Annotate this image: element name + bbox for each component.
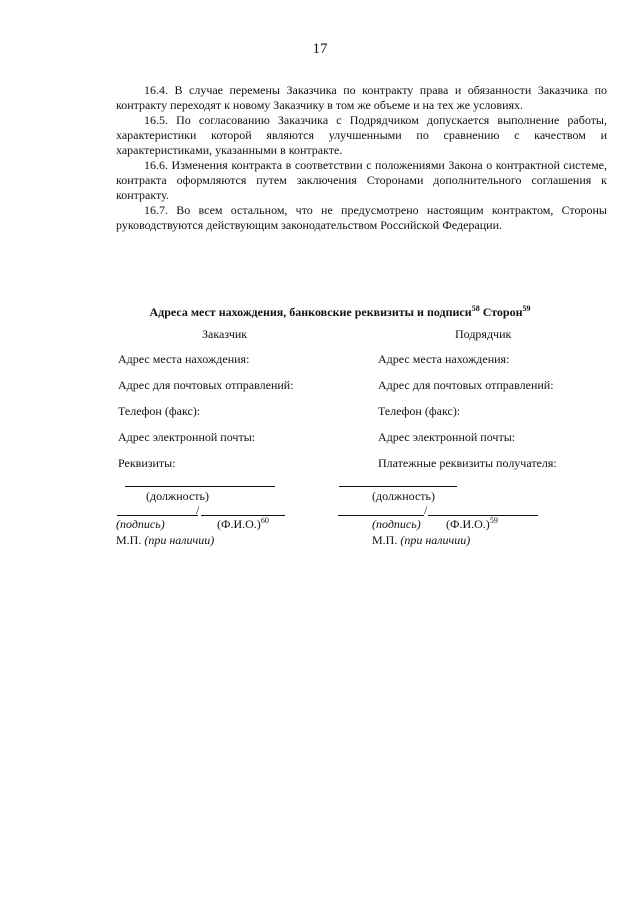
contractor-fio-text: (Ф.И.О.) <box>446 517 490 531</box>
contractor-email-label: Адрес электронной почты: <box>378 430 516 444</box>
contractor-fio-caption <box>446 517 498 532</box>
contractor-title: Подрядчик <box>455 327 512 341</box>
paragraph-16-7: 16.7. Во всем остальном, что не предусмотрено настоящим контрактом, Стороны руководствуются действующим законодательством Российской Федерации. <box>116 203 607 232</box>
contractor-mp-note: (при наличии) <box>400 533 471 547</box>
footnote-ref-58: 58 <box>471 304 480 313</box>
contractor-stamp-note <box>372 533 470 548</box>
customer-signature-line <box>117 515 198 516</box>
contractor-phone-label: Телефон (факс): <box>378 404 461 418</box>
contractor-signature-caption: (подпись) <box>372 517 421 531</box>
footnote-ref-60: 60 <box>260 516 269 525</box>
customer-email-label: Адрес электронной почты: <box>118 430 256 444</box>
contractor-requisites-label: Платежные реквизиты получателя: <box>378 456 557 470</box>
heading-text-a: Адреса мест нахождения, банковские реквизиты и подписи <box>149 305 472 319</box>
customer-stamp-note <box>116 533 214 548</box>
contractor-postal-label: Адрес для почтовых отправлений: <box>378 378 554 392</box>
contractor-signature-slash: / <box>424 503 428 517</box>
contractor-mp: М.П. <box>372 533 398 547</box>
customer-postal-label: Адрес для почтовых отправлений: <box>118 378 294 392</box>
customer-mp-note: (при наличии) <box>144 533 215 547</box>
section-heading <box>0 305 640 320</box>
contractor-position-line <box>339 486 457 487</box>
customer-fio-caption <box>217 517 269 532</box>
customer-position-line <box>125 486 275 487</box>
customer-address-label: Адрес места нахождения: <box>118 352 250 366</box>
footnote-ref-59-b: 59 <box>489 516 498 525</box>
customer-mp: М.П. <box>116 533 142 547</box>
customer-phone-label: Телефон (факс): <box>118 404 201 418</box>
contractor-signature-line <box>338 515 424 516</box>
customer-position-caption: (должность) <box>146 489 209 503</box>
paragraph-16-6: 16.6. Изменения контракта в соответствии с положениями Закона о контрактной системе, контракта оформляются путем заключения Сторонами дополнительного соглашения к контракту. <box>116 158 607 202</box>
heading-text-b: Сторон <box>479 305 523 319</box>
customer-fio-text: (Ф.И.О.) <box>217 517 261 531</box>
customer-fio-line <box>201 515 285 516</box>
contractor-position-caption: (должность) <box>372 489 435 503</box>
customer-requisites-label: Реквизиты: <box>118 456 176 470</box>
customer-title: Заказчик <box>202 327 248 341</box>
paragraph-16-4: 16.4. В случае перемены Заказчика по контракту права и обязанности Заказчика по контракту переходят к новому Заказчику в том же объеме и на тех же условиях. <box>116 83 607 112</box>
contractor-fio-line <box>428 515 538 516</box>
footnote-ref-59: 59 <box>522 304 531 313</box>
page-number: 17 <box>312 41 328 57</box>
customer-signature-slash: / <box>196 503 200 517</box>
contractor-address-label: Адрес места нахождения: <box>378 352 510 366</box>
paragraph-16-5: 16.5. По согласованию Заказчика с Подрядчиком допускается выполнение работы, характеристики которой являются улучшенными по сравнению с качеством и характеристиками, указанными в контракте. <box>116 113 607 157</box>
customer-signature-caption: (подпись) <box>116 517 165 531</box>
